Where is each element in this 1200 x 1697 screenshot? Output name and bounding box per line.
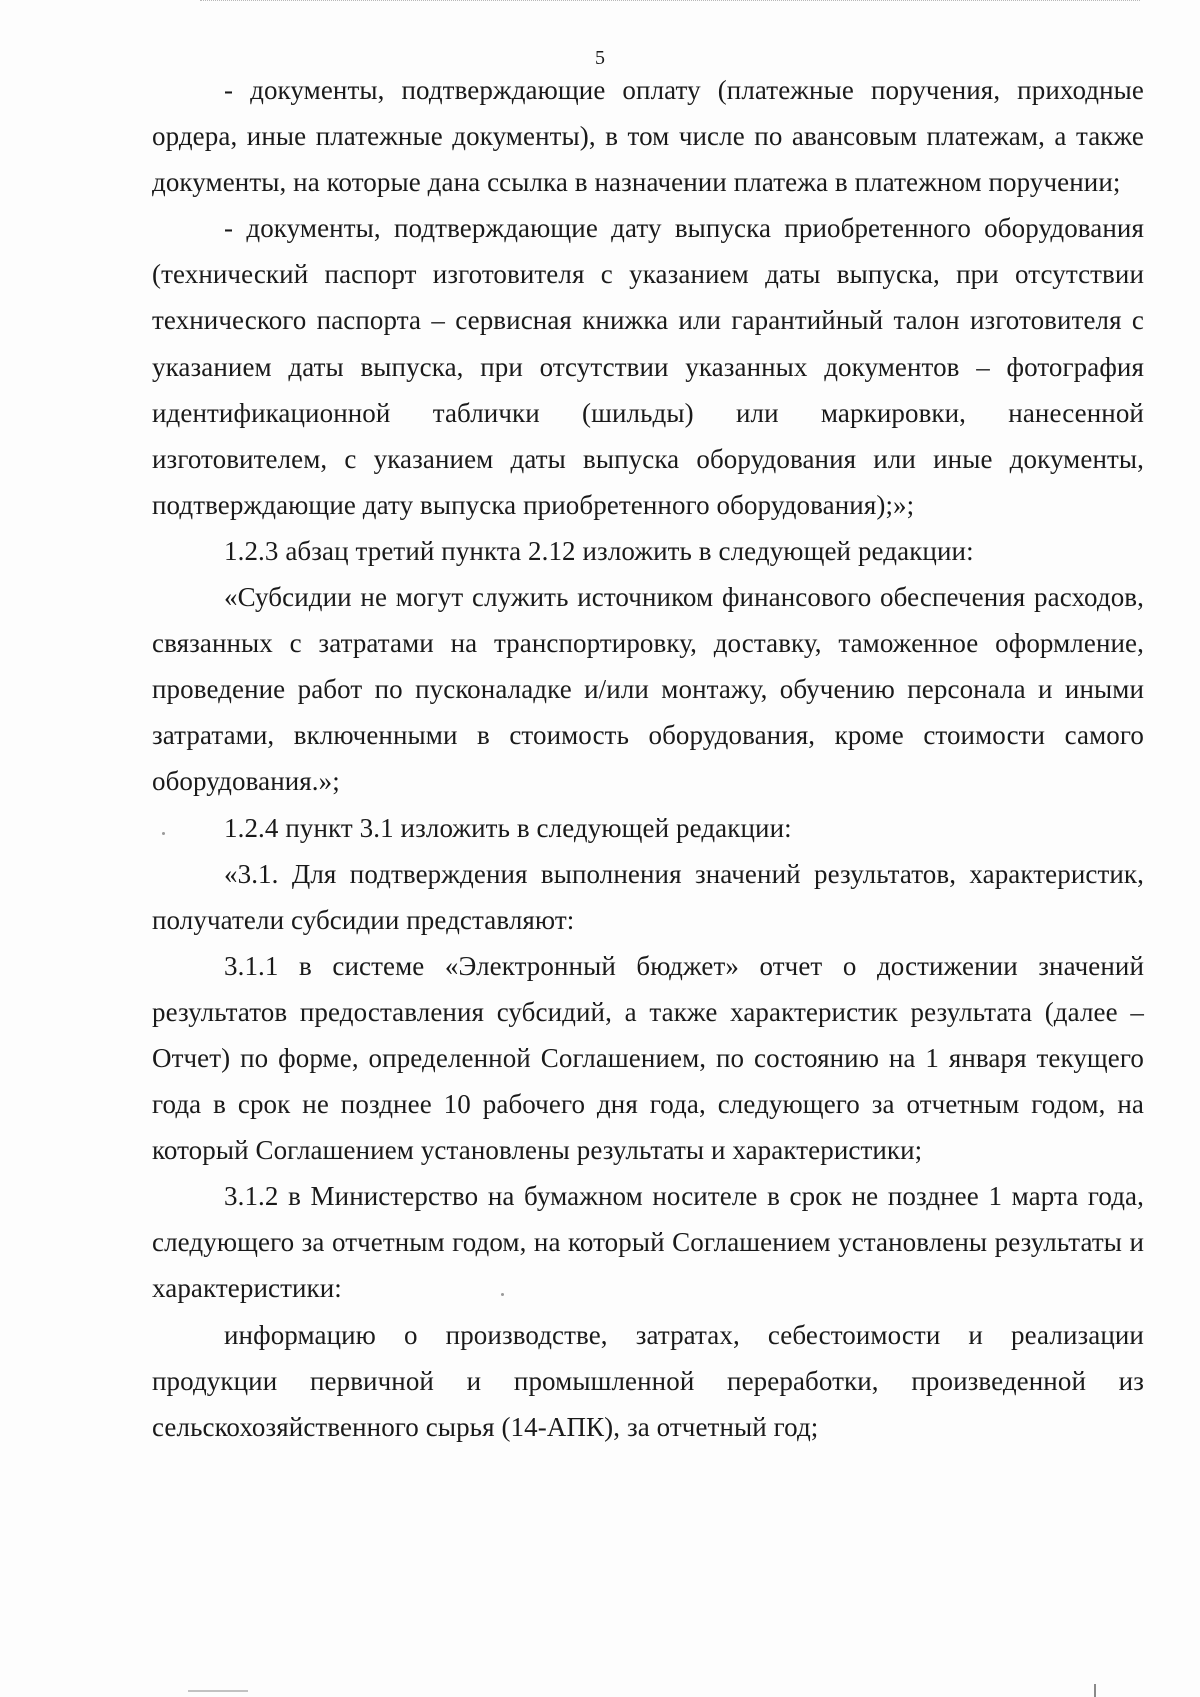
paragraph-release-date-docs: - документы, подтверждающие дату выпуска приобретенного оборудования (технический паспорт изготовителя с указанием даты выпуска, при отсутствии технического паспорта – сервисная книжка или гарантийный талон изготовителя с указанием даты выпуска, при отсутствии указанных документов – фотография идентификационной таблички (шильды) или маркировки, нанесенной изготовителем, с указанием даты выпуска оборудования или иные документы, подтверждающие дату выпуска приобретенного оборудования);»; bbox=[152, 213, 1144, 520]
paragraph-clause-3-1-2: 3.1.2 в Министерство на бумажном носителе в срок не позднее 1 марта года, следующего за отчетным годом, на который Соглашением установлены результаты и характеристики: bbox=[152, 1181, 1144, 1304]
document-body bbox=[152, 67, 1144, 1450]
scan-tick bbox=[1094, 1684, 1096, 1697]
scan-speck bbox=[162, 832, 165, 835]
paragraph-payment-docs: - документы, подтверждающие оплату (платежные поручения, приходные ордера, иные платежные документы), в том числе по авансовым платежам, а также документы, на которые дана ссылка в назначении платежа в платежном поручении; bbox=[152, 75, 1144, 198]
scan-mark-bottom bbox=[188, 1690, 248, 1692]
paragraph-clause-3-1-1: 3.1.1 в системе «Электронный бюджет» отчет о достижении значений результатов предоставления субсидий, а также характеристик результата (далее – Отчет) по форме, определенной Соглашением, по состоянию на 1 января текущего года в срок не позднее 10 рабочего дня года, следующего за отчетным годом, на который Соглашением установлены результаты и характеристики; bbox=[152, 950, 1144, 1166]
paragraph-item-1-2-4: 1.2.4 пункт 3.1 изложить в следующей редакции: bbox=[224, 812, 792, 843]
paragraph-clause-3-1: «3.1. Для подтверждения выполнения значений результатов, характеристик, получатели субсидии представляют: bbox=[152, 858, 1144, 935]
paragraph-subsidy-limits: «Субсидии не могут служить источником финансового обеспечения расходов, связанных с затратами на транспортировку, доставку, таможенное оформление, проведение работ по пусконаладке и/или монтажу, обучению персонала и иными затратами, включенными в стоимость оборудования, кроме стоимости самого оборудования.»; bbox=[152, 582, 1144, 797]
scan-edge-top bbox=[200, 0, 1140, 4]
paragraph-production-info: информацию о производстве, затратах, себестоимости и реализации продукции первичной и промышленной переработки, произведенной из сельскохозяйственного сырья (14-АПК), за отчетный год; bbox=[152, 1319, 1144, 1442]
paragraph-item-1-2-3: 1.2.3 абзац третий пункта 2.12 изложить в следующей редакции: bbox=[224, 535, 974, 566]
page-number: 5 bbox=[595, 47, 605, 69]
scan-speck bbox=[501, 1293, 504, 1296]
